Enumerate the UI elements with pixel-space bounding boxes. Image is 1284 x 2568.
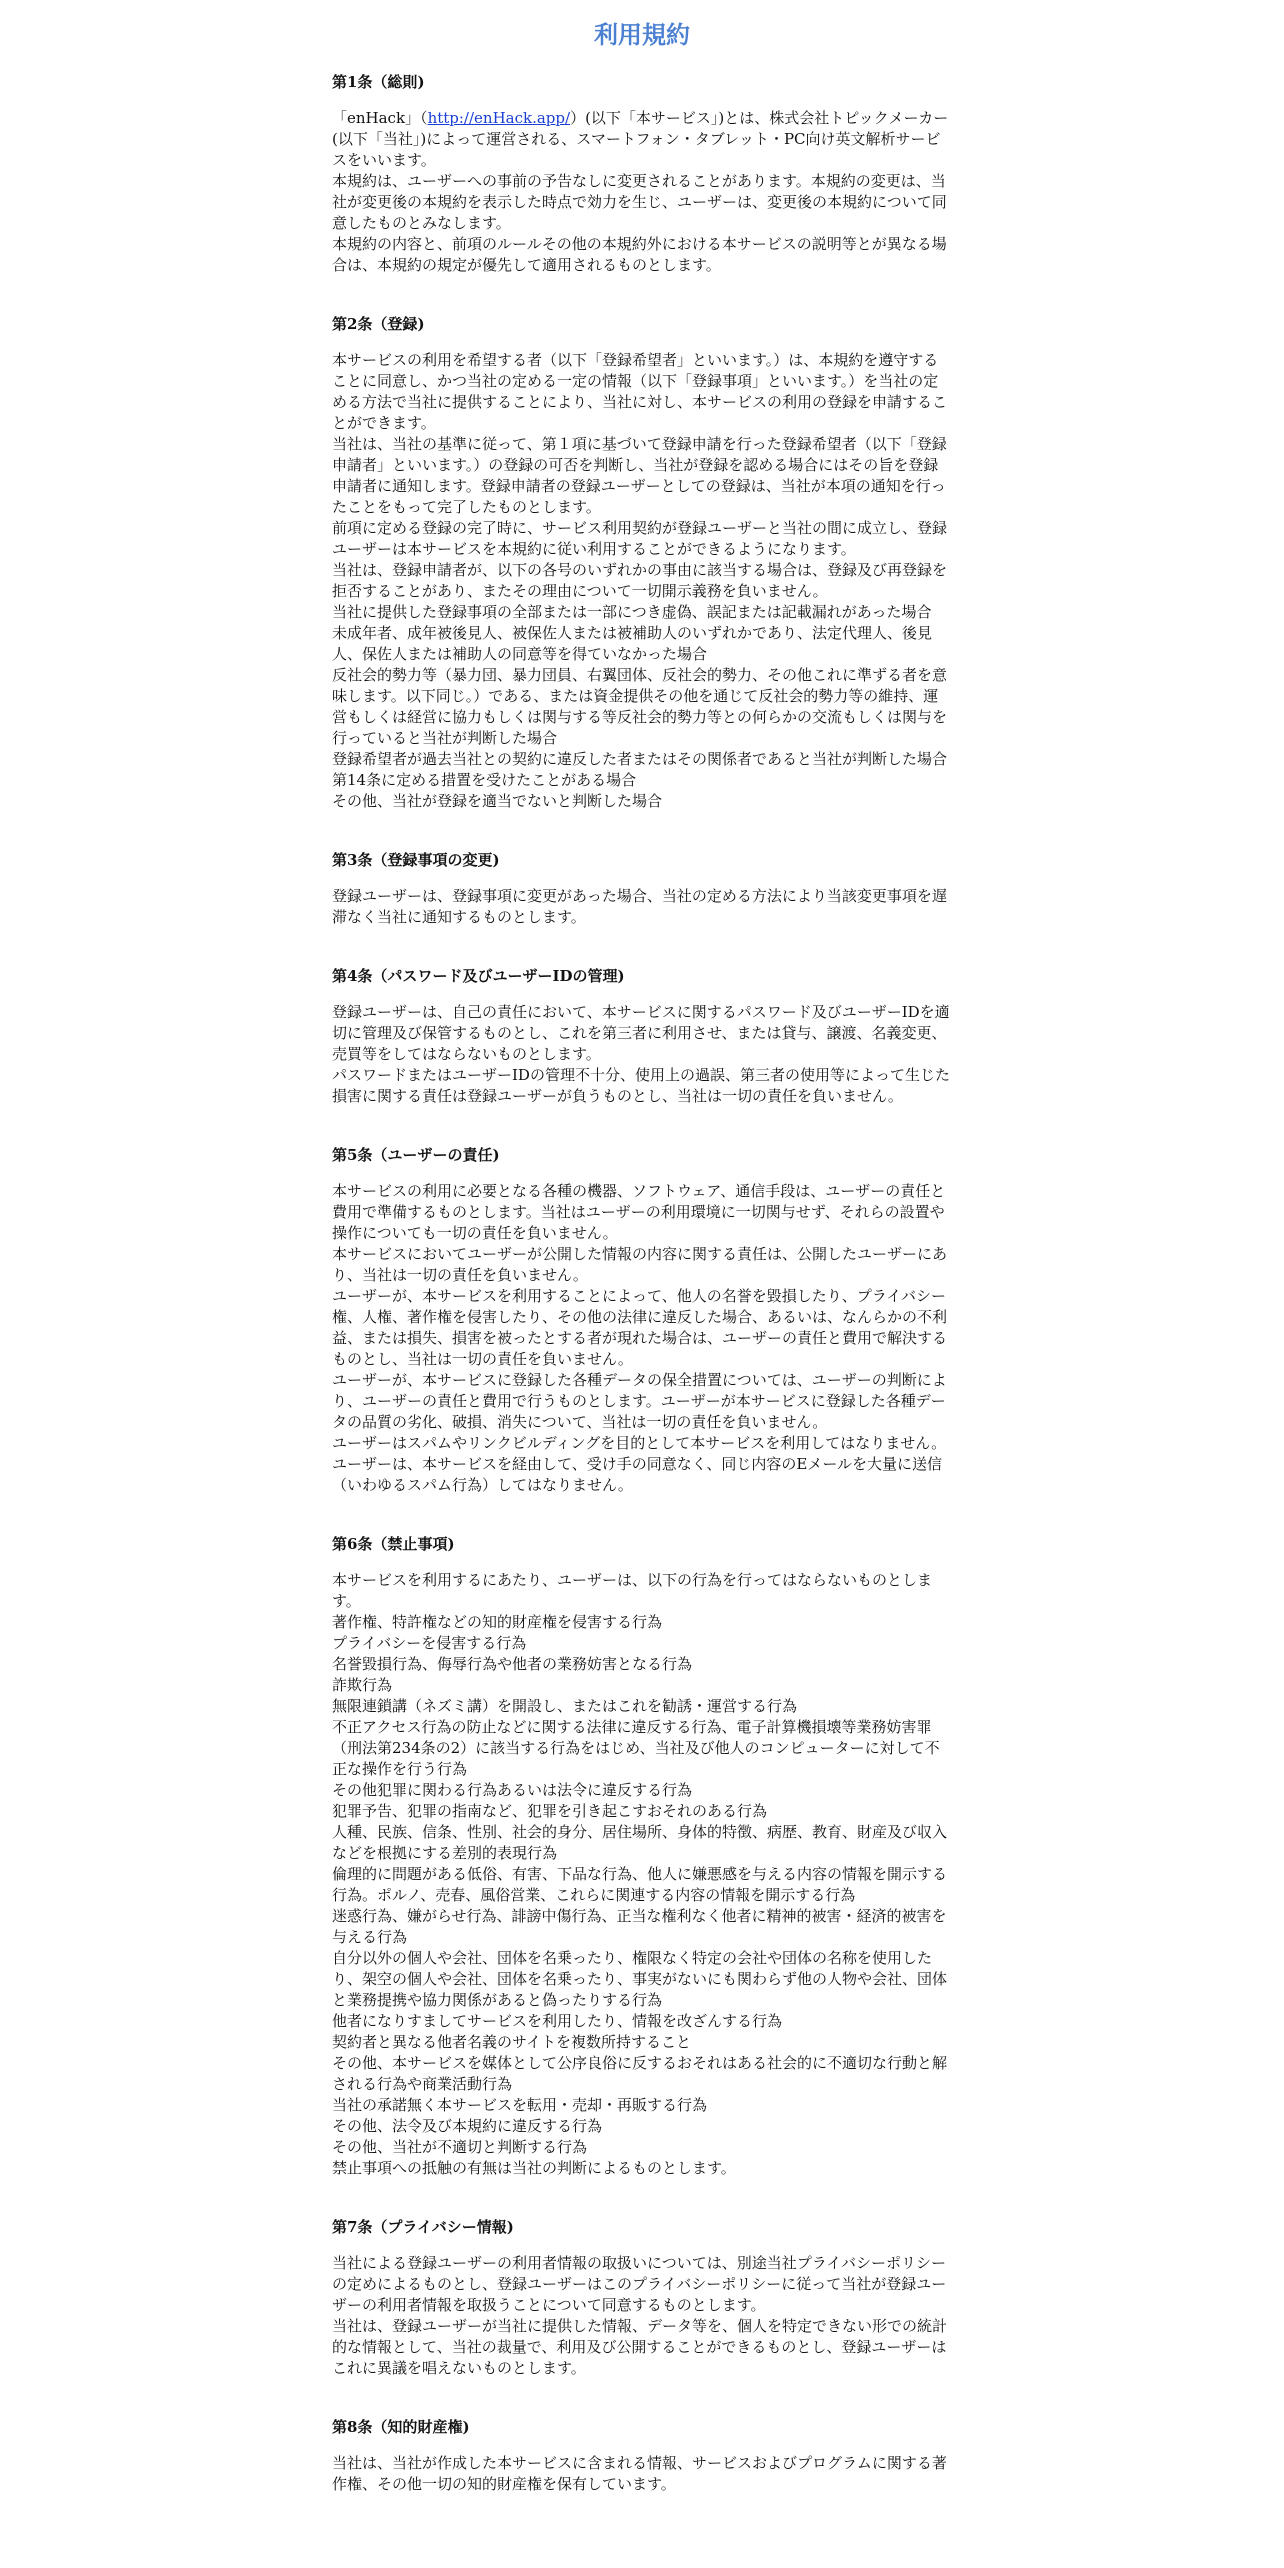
article-paragraph: 本サービスにおいてユーザーが公開した情報の内容に関する責任は、公開したユーザーにあり、当社は一切の責任を負いません。 bbox=[332, 1245, 948, 1284]
article-heading: 第5条（ユーザーの責任) bbox=[332, 1146, 500, 1164]
article-body bbox=[332, 1181, 952, 1496]
article-section bbox=[332, 1534, 952, 2179]
article-paragraph: 本サービスを利用するにあたり、ユーザーは、以下の行為を行ってはならないものとします。 bbox=[332, 1571, 933, 1610]
article-paragraph: 無限連鎖講（ネズミ講）を開設し、またはこれを勧誘・運営する行為 bbox=[332, 1697, 798, 1715]
article-heading: 第1条（総則) bbox=[332, 73, 425, 91]
article-paragraph: 犯罪予告、犯罪の指南など、犯罪を引き起こすおそれのある行為 bbox=[332, 1802, 768, 1820]
article-paragraph: 迷惑行為、嫌がらせ行為、誹謗中傷行為、正当な権利なく他者に精神的被害・経済的被害を与える行為 bbox=[332, 1907, 947, 1946]
article-section bbox=[332, 966, 952, 1107]
article-section bbox=[332, 850, 952, 928]
article-paragraph: ユーザーはスパムやリンクビルディングを目的として本サービスを利用してはなりません。 bbox=[332, 1434, 947, 1452]
article-paragraph: 当社は、当社の基準に従って、第１項に基づいて登録申請を行った登録希望者（以下「登録申請者」といいます。）の登録の可否を判断し、当社が登録を認める場合にはその旨を登録申請者に通知します。登録申請者の登録ユーザーとしての登録は、当社が本項の通知を行ったことをもって完了したものとします。 bbox=[332, 435, 947, 516]
article-paragraph: 登録ユーザーは、登録事項に変更があった場合、当社の定める方法により当該変更事項を遅滞なく当社に通知するものとします。 bbox=[332, 887, 947, 926]
article-paragraph: 当社は、登録ユーザーが当社に提供した情報、データ等を、個人を特定できない形での統計的な情報として、当社の裁量で、利用及び公開することができるものとし、登録ユーザーはこれに異議を唱えないものとします。 bbox=[332, 2317, 948, 2377]
article-body bbox=[332, 108, 952, 276]
article-paragraph: その他、法令及び本規約に違反する行為 bbox=[332, 2117, 603, 2135]
article-paragraph: 禁止事項への抵触の有無は当社の判断によるものとします。 bbox=[332, 2159, 736, 2177]
article-paragraph: 名誉毀損行為、侮辱行為や他者の業務妨害となる行為 bbox=[332, 1655, 693, 1673]
article-paragraph: 反社会的勢力等（暴力団、暴力団員、右翼団体、反社会的勢力、その他これに準ずる者を意味します。以下同じ。）である、または資金提供その他を通じて反社会的勢力等の維持、運営もしくは経営に協力もしくは関与する等反社会的勢力等との何らかの交流もしくは関与を行っていると当社が判断した場合 bbox=[332, 666, 948, 747]
article-heading: 第8条（知的財産権) bbox=[332, 2418, 470, 2436]
article-paragraph: 当社による登録ユーザーの利用者情報の取扱いについては、別途当社プライバシーポリシーの定めによるものとし、登録ユーザーはこのプライバシーポリシーに従って当社が登録ユーザーの利用者情報を取扱うことについて同意するものとします。 bbox=[332, 2254, 947, 2314]
article-heading: 第4条（パスワード及びユーザーIDの管理) bbox=[332, 967, 625, 985]
intro-text-before-link: 「enHack」（ bbox=[332, 109, 428, 127]
article-section bbox=[332, 2217, 952, 2379]
article-body bbox=[332, 2453, 952, 2495]
article-paragraph: ユーザーが、本サービスに登録した各種データの保全措置については、ユーザーの判断により、ユーザーの責任と費用で行うものとします。ユーザーが本サービスに登録した各種データの品質の劣化、破損、消失について、当社は一切の責任を負いません。 bbox=[332, 1371, 947, 1431]
article-section bbox=[332, 72, 952, 276]
article-paragraph: その他、当社が不適切と判断する行為 bbox=[332, 2138, 588, 2156]
article-paragraph: 不正アクセス行為の防止などに関する法律に違反する行為、電子計算機損壊等業務妨害罪（刑法第234条の2）に該当する行為をはじめ、当社及び他人のコンピューターに対して不正な操作を行う行為 bbox=[332, 1718, 940, 1778]
article-body bbox=[332, 1002, 952, 1107]
article-paragraph: 当社は、当社が作成した本サービスに含まれる情報、サービスおよびプログラムに関する著作権、その他一切の知的財産権を保有しています。 bbox=[332, 2454, 947, 2493]
article-body bbox=[332, 1570, 952, 2179]
article-section bbox=[332, 2417, 952, 2495]
article-paragraph: 本サービスの利用を希望する者（以下「登録希望者」といいます。）は、本規約を遵守することに同意し、かつ当社の定める一定の情報（以下「登録事項」といいます。）を当社の定める方法で当社に提供することにより、当社に対し、本サービスの利用の登録を申請することができます。 bbox=[332, 351, 948, 432]
article-body bbox=[332, 350, 952, 812]
article-heading: 第6条（禁止事項) bbox=[332, 1535, 455, 1553]
article-paragraph: 未成年者、成年被後見人、被保佐人または被補助人のいずれかであり、法定代理人、後見人、保佐人または補助人の同意等を得ていなかった場合 bbox=[332, 624, 933, 663]
article-paragraph: 本規約の内容と、前項のルールその他の本規約外における本サービスの説明等とが異なる場合は、本規約の規定が優先して適用されるものとします。 bbox=[332, 235, 947, 274]
article-heading: 第2条（登録) bbox=[332, 315, 425, 333]
article-paragraph: 前項に定める登録の完了時に、サービス利用契約が登録ユーザーと当社の間に成立し、登録ユーザーは本サービスを本規約に従い利用することができるようになります。 bbox=[332, 519, 948, 558]
article-paragraph: パスワードまたはユーザーIDの管理不十分、使用上の過誤、第三者の使用等によって生じた損害に関する責任は登録ユーザーが負うものとし、当社は一切の責任を負いません。 bbox=[332, 1066, 950, 1105]
article-paragraph: 当社に提供した登録事項の全部または一部につき虚偽、誤記または記載漏れがあった場合 bbox=[332, 603, 932, 621]
article-paragraph: その他、本サービスを媒体として公序良俗に反するおそれはある社会的に不適切な行動と解される行為や商業活動行為 bbox=[332, 2054, 948, 2093]
article-paragraph: 他者になりすましてサービスを利用したり、情報を改ざんする行為 bbox=[332, 2012, 783, 2030]
article-paragraph: 著作権、特許権などの知的財産権を侵害する行為 bbox=[332, 1613, 663, 1631]
article-paragraph: 登録ユーザーは、自己の責任において、本サービスに関するパスワード及びユーザーIDを適切に管理及び保管するものとし、これを第三者に利用させ、または貸与、譲渡、名義変更、売買等をしてはならないものとします。 bbox=[332, 1003, 950, 1063]
intro-text-after-link: ）(以下「本サービス」)とは、株式会社トピックメーカー(以下「当社」)によって運営される、スマートフォン・タブレット・PC向け英文解析サービスをいいます。 bbox=[332, 109, 949, 169]
article-heading: 第7条（プライバシー情報) bbox=[332, 2218, 514, 2236]
article-paragraph: 自分以外の個人や会社、団体を名乗ったり、権限なく特定の会社や団体の名称を使用したり、架空の個人や会社、団体を名乗ったり、事実がないにも関わらず他の人物や会社、団体と業務提携や協力関係があると偽ったりする行為 bbox=[332, 1949, 948, 2009]
articles-container bbox=[332, 72, 952, 2495]
service-url-link[interactable]: http://enHack.app/ bbox=[427, 109, 571, 127]
article-paragraph: 契約者と異なる他者名義のサイトを複数所持すること bbox=[332, 2033, 691, 2051]
article-paragraph: 当社は、登録申請者が、以下の各号のいずれかの事由に該当する場合は、登録及び再登録を拒否することがあり、またその理由について一切開示義務を負いません。 bbox=[332, 561, 948, 600]
page-title: 利用規約 bbox=[594, 20, 690, 49]
article-heading: 第3条（登録事項の変更) bbox=[332, 851, 500, 869]
article-paragraph: 詐欺行為 bbox=[332, 1676, 393, 1694]
intro-paragraph bbox=[332, 108, 952, 171]
article-section bbox=[332, 314, 952, 812]
article-body bbox=[332, 2253, 952, 2379]
article-paragraph: 人種、民族、信条、性別、社会的身分、居住場所、身体的特徴、病歴、教育、財産及び収入などを根拠にする差別的表現行為 bbox=[332, 1823, 948, 1862]
article-paragraph: 登録希望者が過去当社との契約に違反した者またはその関係者であると当社が判断した場合 bbox=[332, 750, 948, 768]
article-paragraph: その他、当社が登録を適当でないと判断した場合 bbox=[332, 792, 663, 810]
article-paragraph: その他犯罪に関わる行為あるいは法令に違反する行為 bbox=[332, 1781, 693, 1799]
article-body bbox=[332, 886, 952, 928]
article-paragraph: 本規約は、ユーザーへの事前の予告なしに変更されることがあります。本規約の変更は、当社が変更後の本規約を表示した時点で効力を生じ、ユーザーは、変更後の本規約について同意したものとみなします。 bbox=[332, 172, 947, 232]
article-paragraph: 倫理的に問題がある低俗、有害、下品な行為、他人に嫌悪感を与える内容の情報を開示する行為。ポルノ、売春、風俗営業、これらに関連する内容の情報を開示する行為 bbox=[332, 1865, 948, 1904]
article-paragraph: ユーザーは、本サービスを経由して、受け手の同意なく、同じ内容のEメールを大量に送信（いわゆるスパム行為）してはなりません。 bbox=[332, 1455, 943, 1494]
article-section bbox=[332, 1145, 952, 1496]
article-paragraph: 第14条に定める措置を受けたことがある場合 bbox=[332, 771, 637, 789]
article-paragraph: 当社の承諾無く本サービスを転用・売却・再販する行為 bbox=[332, 2096, 708, 2114]
article-paragraph: 本サービスの利用に必要となる各種の機器、ソフトウェア、通信手段は、ユーザーの責任と費用で準備するものとします。当社はユーザーの利用環境に一切関与せず、それらの設置や操作についても一切の責任を負いません。 bbox=[332, 1182, 946, 1242]
terms-page bbox=[332, 0, 952, 2495]
article-paragraph: プライバシーを侵害する行為 bbox=[332, 1634, 527, 1652]
article-paragraph: ユーザーが、本サービスを利用することによって、他人の名誉を毀損したり、プライバシー権、人権、著作権を侵害したり、その他の法律に違反した場合、あるいは、なんらかの不利益、または損失、損害を被ったとする者が現れた場合は、ユーザーの責任と費用で解決するものとし、当社は一切の責任を負いません。 bbox=[332, 1287, 948, 1368]
